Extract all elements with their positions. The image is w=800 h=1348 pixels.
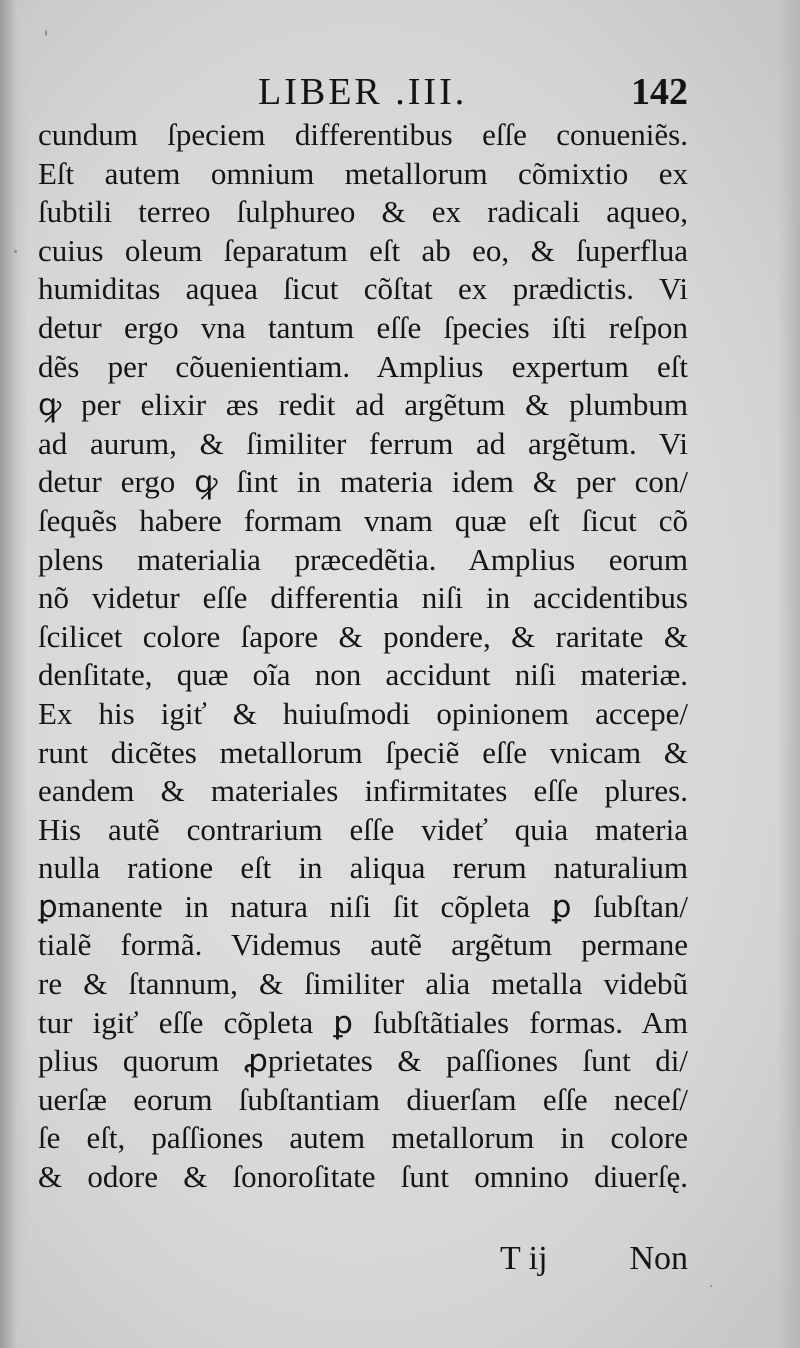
text-line: & odore & ſonoroſitate ſunt omnino diuerſę. <box>38 1159 688 1195</box>
text-line: His autẽ contrarium eſſe videť quia materia <box>38 811 688 847</box>
text-line: nulla ratione eſt in aliqua rerum naturalium <box>38 850 688 886</box>
text-line: plius quorum ꝓprietates & paſſiones ſunt di/ <box>38 1043 688 1079</box>
text-line: tialẽ formã. Videmus autẽ argẽtum permane <box>38 927 688 963</box>
text-line: ꝙ per elixir æs redit ad argẽtum & plumbum <box>38 387 688 423</box>
text-line: re & ſtannum, & ſimiliter alia metalla videbũ <box>38 966 688 1002</box>
text-line: Eſt autem omnium metallorum cõmixtio ex <box>38 155 688 191</box>
signature-mark: T ij <box>500 1240 548 1277</box>
text-line: plens materialia præcedẽtia. Amplius eorum <box>38 541 688 577</box>
text-line: Ex his igiť & huiuſmodi opinionem accepe/ <box>38 695 688 731</box>
ink-speck <box>14 250 17 253</box>
catchword: Non <box>629 1240 688 1277</box>
text-line: denſitate, quæ oĩa non accidunt niſi materiæ. <box>38 657 688 693</box>
text-line: ad aurum, & ſimiliter ferrum ad argẽtum. Vi <box>38 425 688 461</box>
text-line: dẽs per cõuenientiam. Amplius expertum eſt <box>38 348 688 384</box>
text-line: ſe eſt, paſſiones autem metallorum in colore <box>38 1120 688 1156</box>
text-line: uerſæ eorum ſubſtantiam diuerſam eſſe neceſ/ <box>38 1081 688 1117</box>
page-footer <box>500 1240 688 1290</box>
text-line: cundum ſpeciem differentibus eſſe conueniẽs. <box>38 117 688 152</box>
text-line: detur ergo vna tantum eſſe ſpecies iſti reſpon <box>38 309 688 345</box>
text-line: humiditas aquea ſicut cõſtat ex prædictis. Vi <box>38 271 688 307</box>
text-line: runt dicẽtes metallorum ſpeciẽ eſſe vnicam & <box>38 734 688 770</box>
ink-speck <box>45 30 47 36</box>
text-line: eandem & materiales infirmitates eſſe plures. <box>38 773 688 809</box>
ink-speck <box>710 1285 712 1287</box>
page-edge-shadow <box>778 0 800 1348</box>
page-header <box>38 70 688 120</box>
text-line: nõ videtur eſſe differentia niſi in accidentibus <box>38 580 688 616</box>
gutter-shadow <box>0 0 28 1348</box>
body-text <box>38 116 688 1197</box>
text-line: ſcilicet colore ſapore & pondere, & raritate & <box>38 618 688 654</box>
text-line: ſubtili terreo ſulphureo & ex radicali aqueo, <box>38 194 688 230</box>
text-line: cuius oleum ſeparatum eſt ab eo, & ſuperflua <box>38 232 688 268</box>
text-line: ꝑmanente in natura niſi ſit cõpleta ꝑ ſubſtan/ <box>38 888 688 924</box>
text-line: detur ergo ꝙ ſint in materia idem & per con/ <box>38 464 688 500</box>
page-number: 142 <box>631 71 688 113</box>
running-title: LIBER .III. <box>258 71 468 113</box>
text-line: tur igiť eſſe cõpleta ꝑ ſubſtãtiales formas. Am <box>38 1004 688 1040</box>
text-line: ſequẽs habere formam vnam quæ eſt ſicut cõ <box>38 502 688 538</box>
